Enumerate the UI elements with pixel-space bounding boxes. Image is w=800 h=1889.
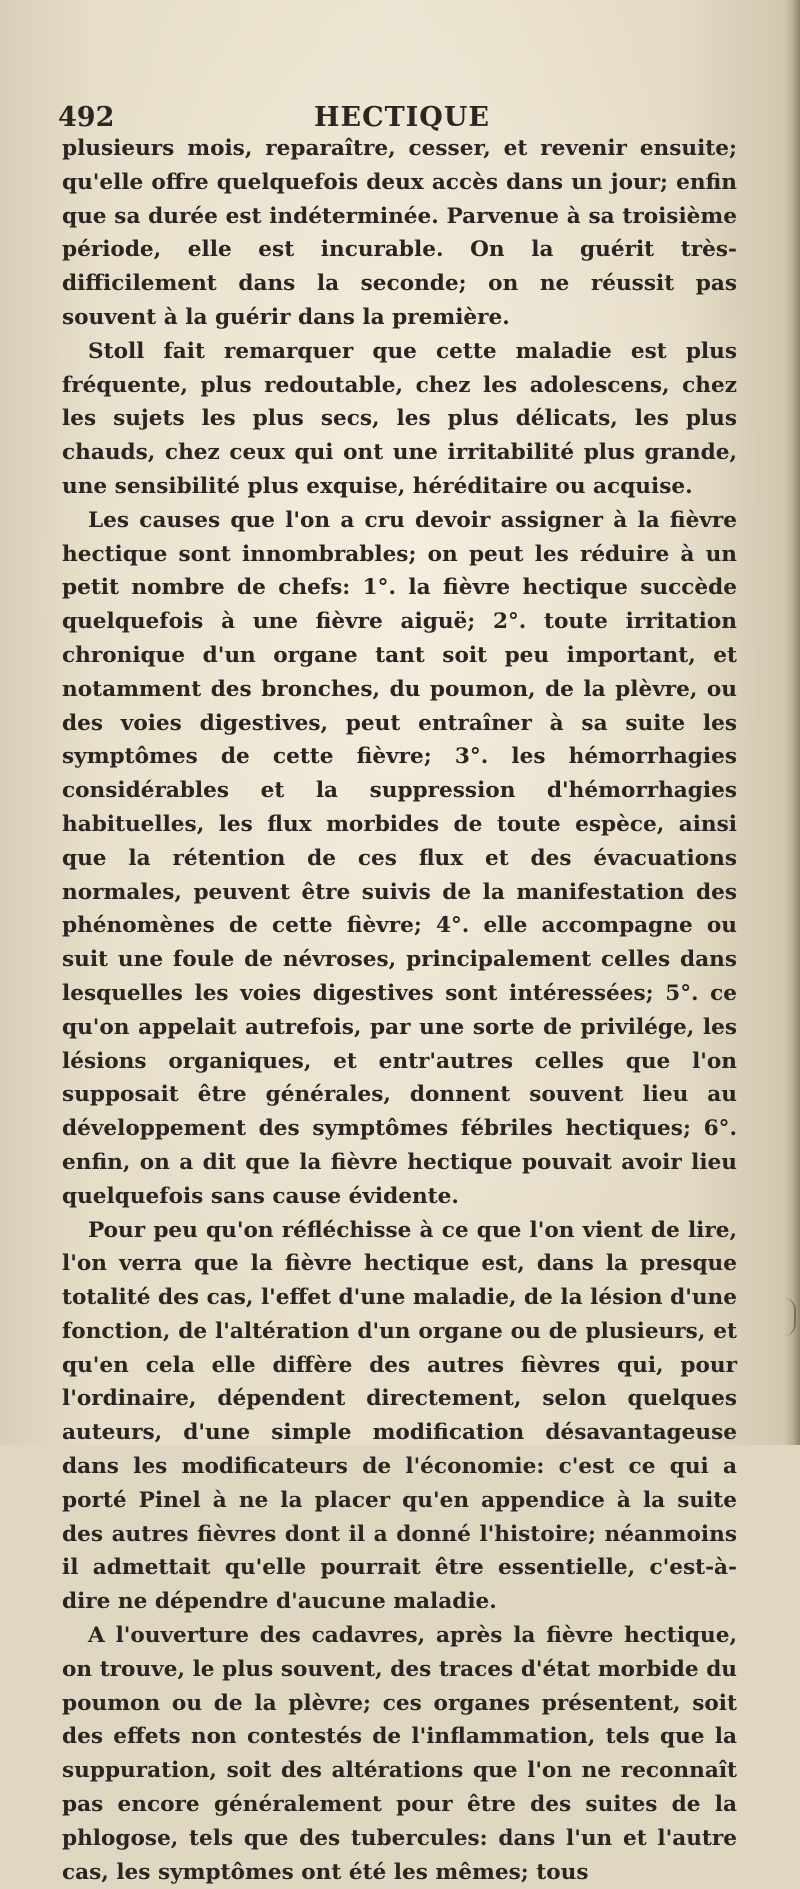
running-head: HECTIQUE bbox=[314, 102, 490, 133]
paragraph-2: Stoll fait remarquer que cette maladie est plus fréquente, plus redoutable, chez les adolescens, chez les sujets les plus secs, les plus délicats, les plus chauds, chez ceux qui ont une irritabilité plus grande, une sensibilité plus exquise, héréditaire ou acquise. bbox=[62, 338, 737, 499]
paragraph-1: plusieurs mois, reparaître, cesser, et revenir ensuite; qu'elle offre quelquefois deux accès dans un jour; enfin que sa durée est indéterminée. Parvenue à sa troisième période, elle est incurable. On la guérit très-difficilement dans la seconde; on ne réussit pas souvent à la guérir dans la première. bbox=[62, 136, 737, 330]
page-number: 492 bbox=[58, 102, 115, 133]
paragraph-5: A l'ouverture des cadavres, après la fièvre hectique, on trouve, le plus souvent, des traces d'état morbide du poumon ou de la plèvre; ces organes présentent, soit des effets non contestés de l'inflammation, tels que la suppuration, soit des altérations que l'on ne reconnaît pas encore généralement pour être des suites de la phlogose, tels que des tubercules: dans l'un et l'autre cas, les symptômes ont été les mêmes; tous bbox=[62, 1623, 737, 1885]
paragraph-3: Les causes que l'on a cru devoir assigner à la fièvre hectique sont innombrables; on peut les réduire à un petit nombre de chefs: 1°. la fièvre hectique succède quelquefois à une fièvre aiguë; 2°. toute irritation chronique d'un organe tant soit peu important, et notamment des bronches, du poumon, de la plèvre, ou des voies digestives, peut entraîner à sa suite les symptômes de cette fièvre; 3°. les hémorrhagies considérables et la suppression d'hémorrhagies habituelles, les flux morbides de toute espèce, ainsi que la rétention de ces flux et des évacuations normales, peuvent être suivis de la manifestation des phénomènes de cette fièvre; 4°. elle accompagne ou suit une foule de névroses, principalement celles dans lesquelles les voies digestives sont intéressées; 5°. ce qu'on appelait autrefois, par une sorte de privilége, les lésions organiques, et entr'autres celles que l'on supposait être générales, donnent souvent lieu au développement des symptômes fébriles hectiques; 6°. enfin, on a dit que la fièvre hectique pouvait avoir lieu quelquefois sans cause évidente. bbox=[62, 507, 737, 1209]
body-text bbox=[62, 132, 737, 1889]
page-edge-shadow bbox=[784, 0, 800, 1445]
paragraph-4: Pour peu qu'on réfléchisse à ce que l'on vient de lire, l'on verra que la fièvre hectique est, dans la presque totalité des cas, l'effet d'une maladie, de la lésion d'une fonction, de l'altération d'un organe ou de plusieurs, et qu'en cela elle diffère des autres fièvres qui, pour l'ordinaire, dépendent directement, selon quelques auteurs, d'une simple modification désavantageuse dans les modificateurs de l'économie: c'est ce qui a porté Pinel à ne la placer qu'en appendice à la suite des autres fièvres dont il a donné l'histoire; néanmoins il admettait qu'elle pourrait être essentielle, c'est-à-dire ne dépendre d'aucune maladie. bbox=[62, 1217, 737, 1615]
margin-bracket-mark bbox=[784, 1298, 796, 1336]
